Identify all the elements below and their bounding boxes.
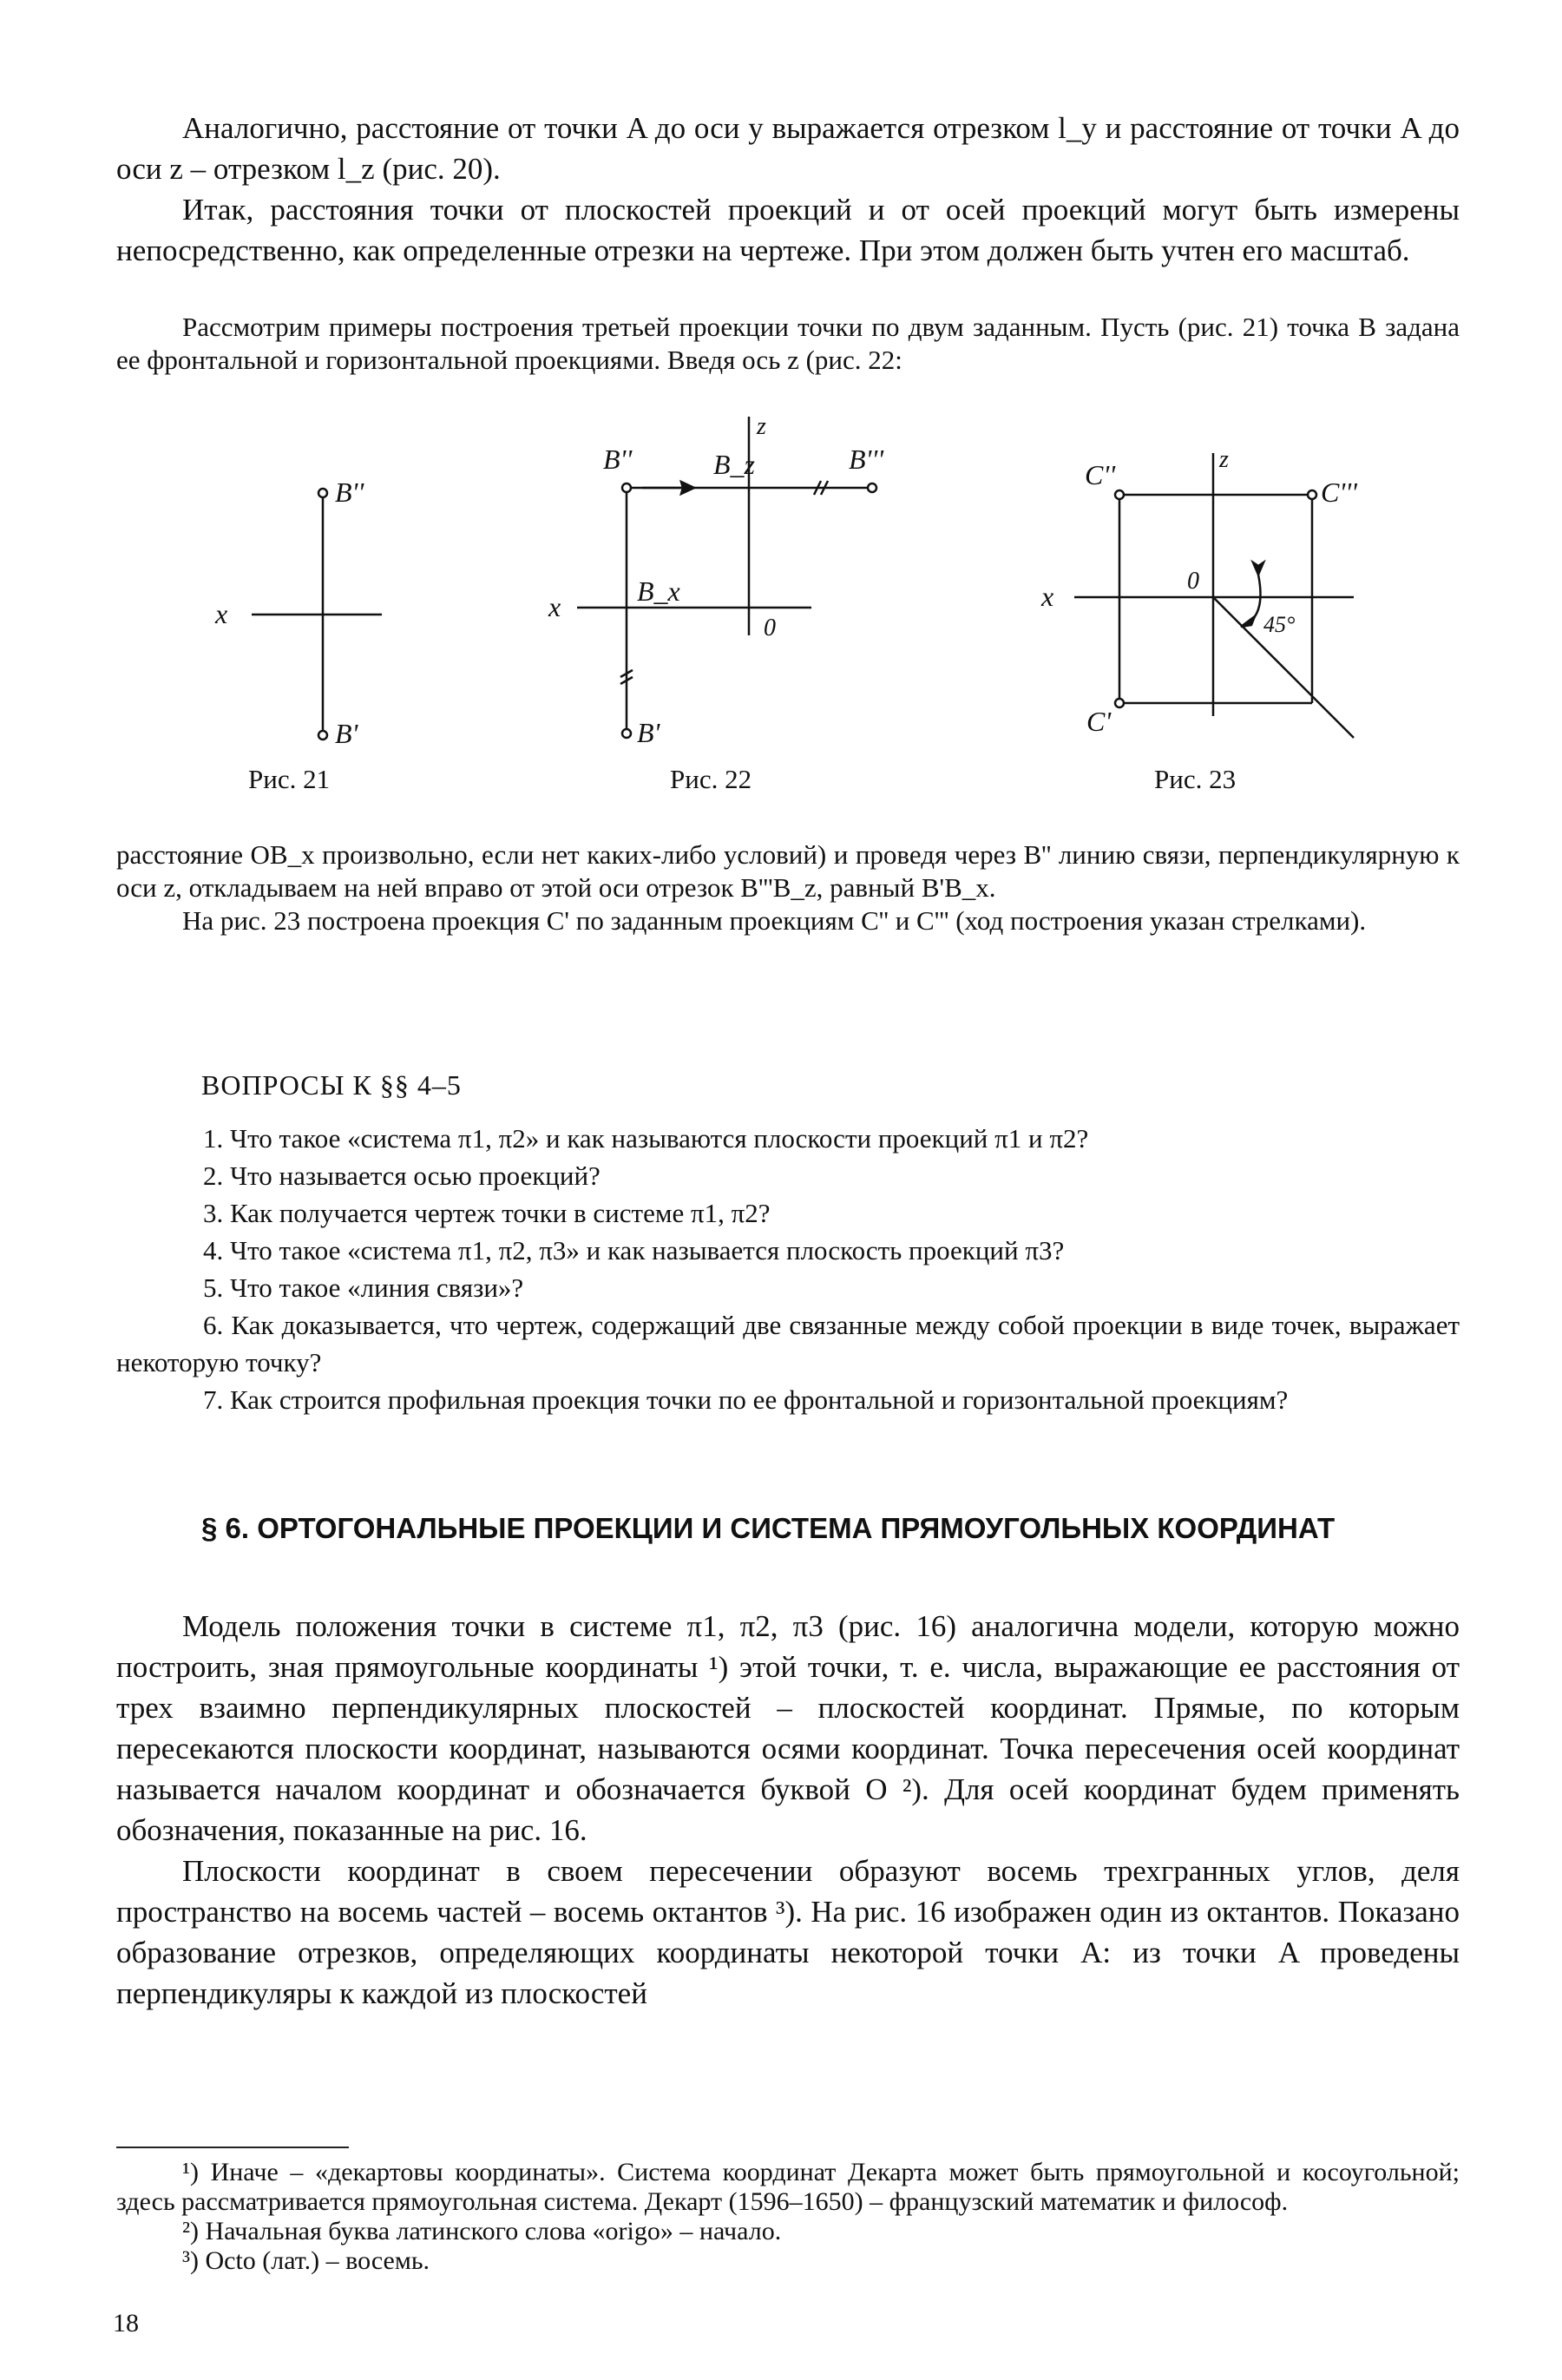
fig21-point-b2: [318, 489, 327, 497]
question-item: 3. Как получается чертеж точки в системе π1, π2?: [203, 1198, 771, 1228]
caption-fig21: Рис. 21: [248, 764, 331, 794]
fig23-label-45: 45°: [1263, 612, 1296, 637]
fig23-down-arrow: [1253, 562, 1263, 575]
body-text-block: [116, 1606, 1460, 2014]
paragraph-examples: Рассмотрим примеры построения третьей проекции точки по двум заданным. Пусть (рис. 21) точка B задана ее фронтальной и горизонтальной проекциями. Введя ось z (рис. 22:: [116, 312, 1460, 375]
footnote-2: ²) Начальная буква латинского слова «origo» – начало.: [182, 2217, 782, 2245]
fig22-label-z: z: [757, 413, 766, 440]
fig23-label-c1: C': [1086, 706, 1112, 737]
question-item: 7. Как строится профильная проекция точки по ее фронтальной и горизонтальной проекциям?: [203, 1384, 1289, 1415]
fig23-label-c2: C'': [1085, 459, 1116, 490]
footnotes: [116, 2158, 1460, 2276]
fig22-label-bz: B_z: [713, 449, 755, 480]
question-item: 1. Что такое «система π1, π2» и как называются плоскости проекций π1 и π2?: [203, 1123, 1089, 1154]
page-number: 18: [113, 2309, 139, 2337]
fig23-label-x: x: [1041, 581, 1054, 612]
fig22-arrow-head: [681, 482, 694, 494]
fig21-point-b1: [318, 731, 327, 740]
fig21-label-x: x: [215, 598, 228, 629]
fig22-label-b2: B'': [603, 444, 633, 475]
small-text-block-1: [116, 311, 1460, 377]
figures-row: [0, 408, 1562, 773]
footnote-1: ¹) Иначе – «декартовы координаты». Система координат Декарта может быть прямоугольной и косоугольной; здесь рассматривается прямоугольная система. Декарт (1596–1650) – французский математик и философ.: [116, 2158, 1460, 2216]
fig22-point-b3: [868, 483, 876, 492]
questions-list: [116, 1120, 1460, 1418]
question-item: 2. Что называется осью проекций?: [203, 1160, 601, 1191]
fig22-label-b1: B': [637, 717, 660, 748]
section-heading: § 6. ОРТОГОНАЛЬНЫЕ ПРОЕКЦИИ И СИСТЕМА ПРЯМОУГОЛЬНЫХ КООРДИНАТ: [201, 1512, 1336, 1544]
fig22-label-0: 0: [764, 615, 776, 641]
fig22-label-x: x: [548, 591, 561, 622]
question-item: 5. Что такое «линия связи»?: [203, 1272, 524, 1303]
fig23-point-c3: [1308, 490, 1316, 499]
paragraph-distance-axes: Аналогично, расстояние от точки A до оси y выражается отрезком l_y и расстояние от точки A до оси z – отрезком l_z (рис. 20).: [116, 111, 1460, 186]
question-item: 4. Что такое «система π1, π2, π3» и как называется плоскость проекций π3?: [203, 1235, 1065, 1266]
fig22-point-b2: [622, 483, 631, 492]
fig22-point-b1: [622, 729, 631, 738]
fig23-arc-arrow: [1241, 616, 1255, 627]
fig23-point-c1: [1115, 699, 1124, 707]
fig22-label-b3: B''': [849, 444, 884, 475]
footnote-divider: [116, 2147, 349, 2148]
caption-fig22: Рис. 22: [670, 764, 752, 794]
questions-heading: ВОПРОСЫ К §§ 4–5: [201, 1069, 462, 1101]
small-text-block-2: [116, 838, 1460, 937]
paragraph-octants: Плоскости координат в своем пересечении образуют восемь трехгранных углов, деля пространство на восемь частей – восемь октантов ³). На рис. 16 изображен один из октантов. Показано образование отрезков, определяющих координаты некоторой точки A: из точки A проведены перпендикуляры к каждой из плоскостей: [116, 1854, 1460, 2010]
question-item: 6. Как доказывается, что чертеж, содержащий две связанные между собой проекции в виде точек, выражает некоторую точку?: [116, 1310, 1460, 1377]
paragraph-distances-measured: Итак, расстояния точки от плоскостей проекций и от осей проекций могут быть измерены непосредственно, как определенные отрезки на чертеже. При этом должен быть учтен его масштаб.: [116, 193, 1460, 267]
paragraph-fig23: На рис. 23 построена проекция C' по заданным проекциям C'' и C''' (ход построения указан стрелками).: [182, 905, 1367, 936]
top-text-block: [116, 108, 1460, 271]
fig21-label-b1: B': [335, 718, 358, 749]
fig23-label-c3: C''': [1321, 477, 1357, 508]
paragraph-distance-arbitrary: расстояние OB_x произвольно, если нет каких-либо условий) и проведя через B'' линию связи, перпендикулярную к оси z, откладываем на ней вправо от этой оси отрезок B'''B_z, равный B'B_x.: [116, 839, 1460, 903]
footnote-3: ³) Octo (лат.) – восемь.: [182, 2246, 430, 2275]
paragraph-model-position: Модель положения точки в системе π1, π2, π3 (рис. 16) аналогична модели, которую можно построить, зная прямоугольные координаты ¹) этой точки, т. е. числа, выражающие ее расстояния от трех взаимно перпендикулярных плоскостей – плоскостей координат. Прямые, по которым пересекаются плоскости координат, называются осями координат. Точка пересечения осей координат называется началом координат и обозначается буквой O ²). Для осей координат будем применять обозначения, показанные на рис. 16.: [116, 1609, 1460, 1847]
caption-fig23: Рис. 23: [1154, 764, 1237, 794]
fig23-label-0: 0: [1187, 568, 1199, 595]
fig21-label-b2: B'': [335, 477, 364, 508]
fig23-point-c2: [1115, 490, 1124, 499]
fig22-label-bx: B_x: [637, 575, 680, 607]
fig23-label-z: z: [1219, 446, 1229, 473]
